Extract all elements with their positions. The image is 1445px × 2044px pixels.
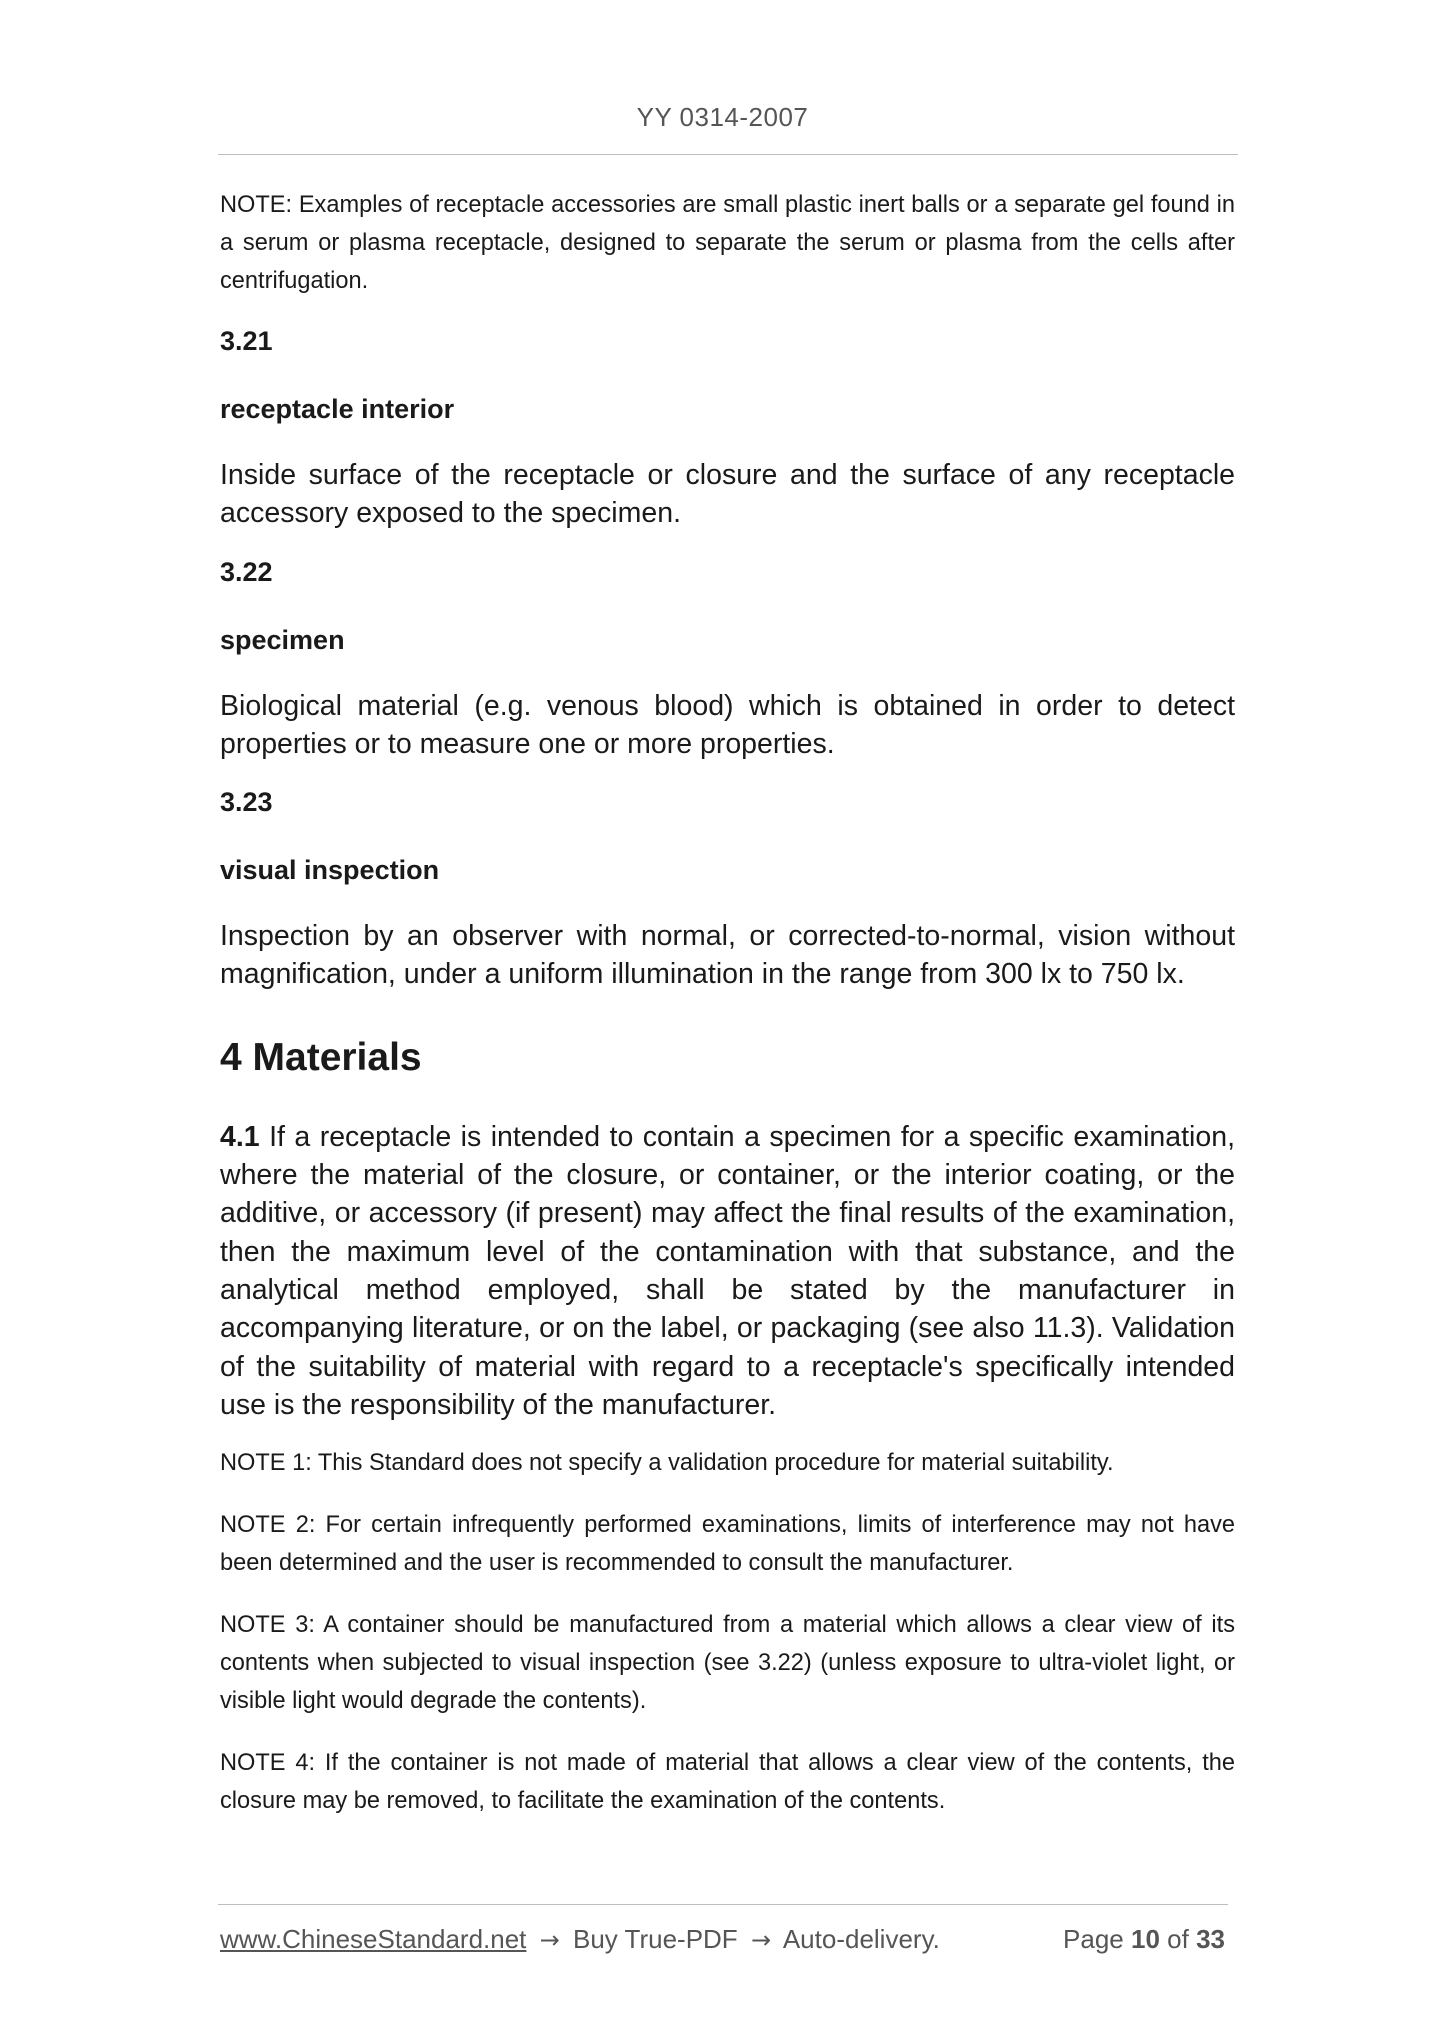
note-2: NOTE 2: For certain infrequently performed examinations, limits of interference may not have been determined and the user is recommended to consult the manufacturer. [220, 1512, 1235, 1577]
clause-4-1 [220, 1118, 1235, 1424]
term-name: specimen [220, 624, 345, 655]
note-receptacle-accessories: NOTE: Examples of receptacle accessories are small plastic inert balls or a separate gel found in a serum or plasma receptacle, designed to separate the serum or plasma from the cells after centrifugation. [220, 192, 1235, 294]
document-header-title: YY 0314-2007 [636, 102, 809, 132]
clause-text: If a receptacle is intended to contain a specimen for a specific examination, where the material of the closure, or container, or the interior coating, or the additive, or accessory (if present) may affect the final results of the examination, then the maximum level of the contamination with that substance, and the analytical method employed, shall be stated by the manufacturer in accompanying literature, or on the label, or packaging (see also 11.3). Validation of the suitability of material with regard to a receptacle's specifically intended use is the responsibility of the manufacturer. [220, 1120, 1235, 1421]
term-name: visual inspection [220, 855, 440, 886]
clause-number: 4.1 [220, 1120, 260, 1153]
footer-promo [220, 1924, 940, 1955]
term-definition: Biological material (e.g. venous blood) which is obtained in order to detect properties or to measure one or more properties. [220, 689, 1235, 760]
auto-delivery-text: Auto-delivery. [782, 1924, 940, 1954]
term-number: 3.23 [220, 787, 273, 818]
term-definition: Inspection by an observer with normal, or corrected-to-normal, vision without magnification, under a uniform illumination in the range from 300 lx to 750 lx. [220, 920, 1235, 991]
arrow-right-icon: → [539, 1926, 560, 1954]
note-4: NOTE 4: If the container is not made of material that allows a clear view of the contents, the closure may be removed, to facilitate the examination of the contents. [220, 1750, 1235, 1815]
current-page-number: 10 [1131, 1924, 1160, 1954]
page-content [220, 186, 1235, 1820]
page-number-indicator [1063, 1924, 1225, 1955]
term-definition: Inside surface of the receptacle or closure and the surface of any receptacle accessory exposed to the specimen. [220, 459, 1235, 530]
footer-divider [218, 1904, 1228, 1905]
term-name: receptacle interior [220, 394, 455, 424]
header-divider [218, 154, 1238, 155]
note-3: NOTE 3: A container should be manufactured from a material which allows a clear view of its contents when subjected to visual inspection (see 3.22) (unless exposure to ultra-violet light, or visible light would degrade the contents). [220, 1612, 1235, 1715]
note-1: NOTE 1: This Standard does not specify a validation procedure for material suitability. [220, 1450, 1114, 1477]
website-link[interactable]: www.ChineseStandard.net [220, 1924, 527, 1954]
of-label: of [1167, 1924, 1189, 1954]
section-heading: 4 Materials [220, 1035, 422, 1079]
total-pages: 33 [1196, 1924, 1225, 1954]
term-number: 3.22 [220, 556, 273, 587]
term-number: 3.21 [220, 326, 273, 356]
page-label: Page [1063, 1924, 1124, 1954]
buy-true-pdf-text: Buy True-PDF [572, 1924, 738, 1954]
arrow-right-icon: → [750, 1926, 772, 1954]
